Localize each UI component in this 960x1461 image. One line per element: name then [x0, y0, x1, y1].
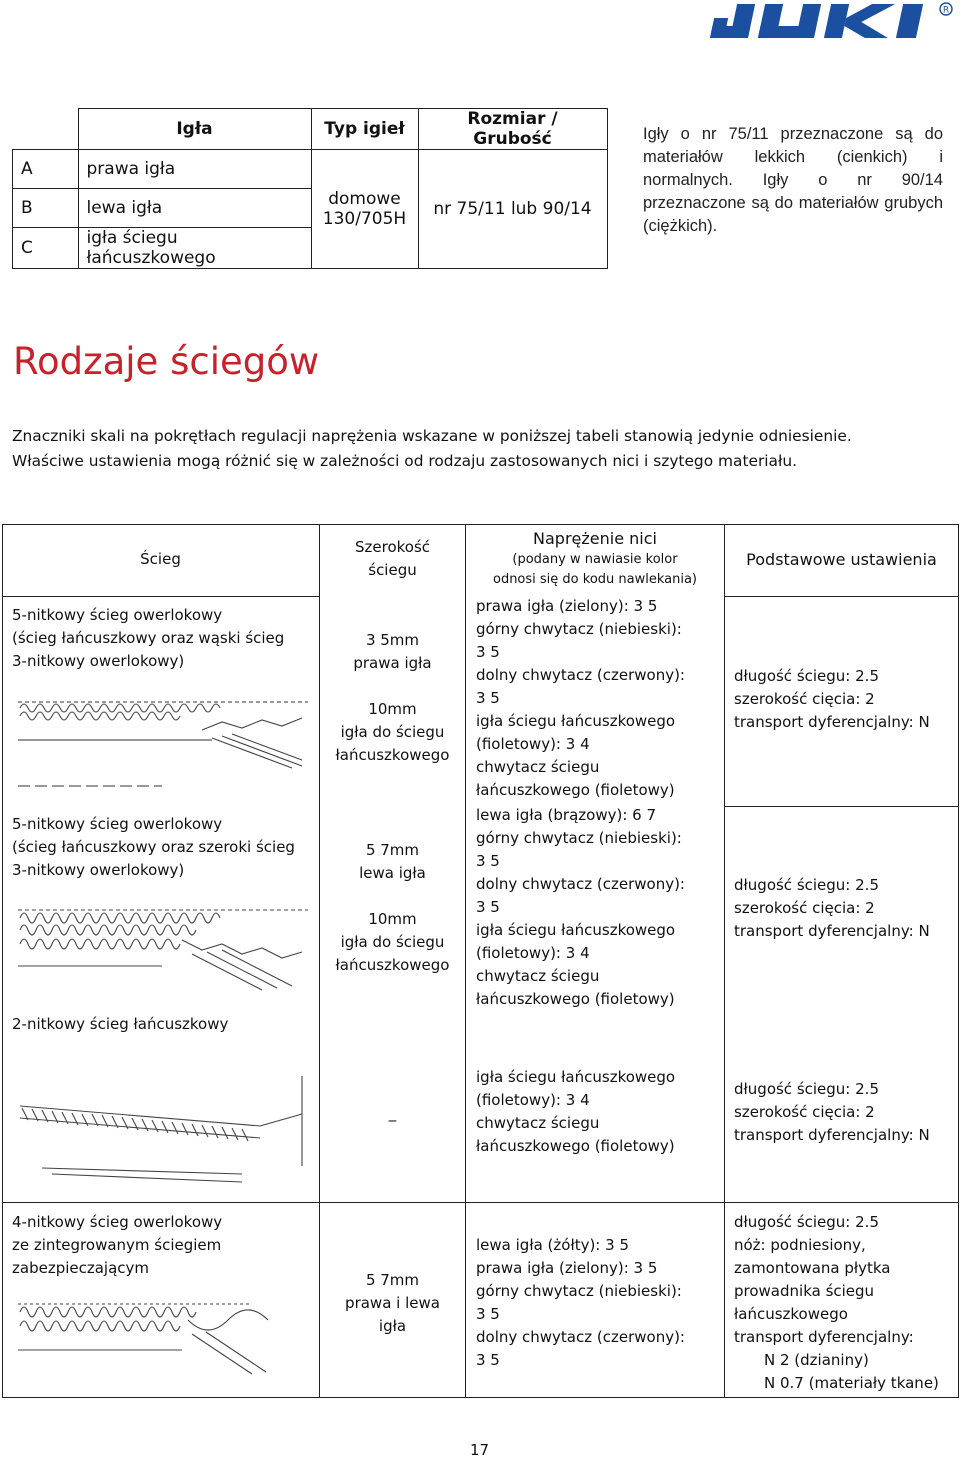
stitch-illustration-narrow [12, 690, 312, 794]
stitch-illustration-wide [12, 900, 312, 1000]
row-needle: igła ściegu łańcuszkowego [78, 228, 311, 269]
row2-stitch: 5-nitkowy ścieg owerlokowy (ścieg łańcuszkowy oraz szeroki ścieg 3-nitkowy owerlokowy) [12, 815, 295, 879]
row2-width: 5 7mm lewa igła 10mm igła do ściegu łańcuszkowego [335, 841, 450, 974]
svg-text:R: R [942, 5, 950, 16]
section-intro: Znaczniki skali na pokrętłach regulacji naprężenia wskazane w poniższej tabeli stanowią jedynie odniesienie. Właściwe ustawienia mogą różnić się w zależności od rodzaju zastosowanych nici i szytego materiału. [12, 427, 852, 470]
stitch-illustration-chain [12, 1056, 312, 1196]
row4-width: 5 7mm prawa i lewa igła [345, 1271, 440, 1335]
row3-tension: igła ściegu łańcuszkowego (fioletowy): 3 4 chwytacz ściegu łańcuszkowego (fioletowy) [476, 1068, 676, 1155]
row-letter: C [13, 228, 79, 269]
needle-size: nr 75/11 lub 90/14 [418, 150, 607, 269]
row4-stitch: 4-nitkowy ścieg owerlokowy ze zintegrowanym ściegiem zabezpieczającym [12, 1213, 223, 1277]
header-settings: Podstawowe ustawienia [746, 550, 937, 569]
section-title: Rodzaje ściegów [13, 340, 320, 383]
row-letter: A [13, 150, 79, 189]
needle-type: domowe 130/705H [311, 150, 418, 269]
header-stitch: Ścieg [140, 550, 181, 568]
row-letter: B [13, 189, 79, 228]
header-needle: Igła [78, 109, 311, 150]
row2-settings: długość ściegu: 2.5 szerokość cięcia: 2 transport dyferencjalny: N [734, 876, 930, 940]
header-size: Rozmiar / Grubość [418, 109, 607, 150]
row3-width: _ [388, 1104, 397, 1122]
row3-settings: długość ściegu: 2.5 szerokość cięcia: 2 transport dyferencjalny: N [734, 1080, 930, 1144]
header-tension: Naprężenie nici (podany w nawiasie kolor odnosi się do kodu nawlekania) [492, 529, 697, 587]
row1-width: 3 5mm prawa igła 10mm igła do ściegu łańcuszkowego [335, 631, 450, 764]
row1-tension: prawa igła (zielony): 3 5 górny chwytacz (niebieski): 3 5 dolny chwytacz (czerwony): 3 5 igła ściegu łańcuszkowego (fioletowy): 3 4 chwytacz ściegu łańcuszkowego (fioletowy) [476, 597, 685, 799]
needle-note: Igły o nr 75/11 przeznaczone są do materiałów lekkich (cienkich) i normalnych. Igły o nr 90/14 przeznaczone są do materiałów grubych (ciężkich). [643, 125, 943, 235]
header-type: Typ igieł [311, 109, 418, 150]
row2-tension: lewa igła (brązowy): 6 7 górny chwytacz (niebieski): 3 5 dolny chwytacz (czerwony): 3 5 igła ściegu łańcuszkowego (fioletowy): 3 4 chwytacz ściegu łańcuszkowego (fioletowy) [476, 806, 685, 1008]
page-number: 17 [470, 1441, 490, 1459]
row3-stitch: 2-nitkowy ścieg łańcuszkowy [12, 1015, 229, 1033]
row-needle: prawa igła [78, 150, 311, 189]
row1-settings: długość ściegu: 2.5 szerokość cięcia: 2 transport dyferencjalny: N [734, 667, 930, 731]
stitch-illustration-safety [12, 1290, 312, 1390]
row-needle: lewa igła [78, 189, 311, 228]
header-width: Szerokość ściegu [354, 538, 431, 579]
row4-tension: lewa igła (żółty): 3 5 prawa igła (zielony): 3 5 górny chwytacz (niebieski): 3 5 dolny chwytacz (czerwony): 3 5 [476, 1236, 685, 1369]
row1-stitch: 5-nitkowy ścieg owerlokowy (ścieg łańcuszkowy oraz wąski ścieg 3-nitkowy owerlokowy) [12, 606, 285, 670]
row4-settings: długość ściegu: 2.5 nóż: podniesiony, zamontowana płytka prowadnika ściegu łańcuszkowego transport dyferencjalny: N 2 (dzianiny) N 0.7 (materiały tkane) [734, 1213, 939, 1392]
